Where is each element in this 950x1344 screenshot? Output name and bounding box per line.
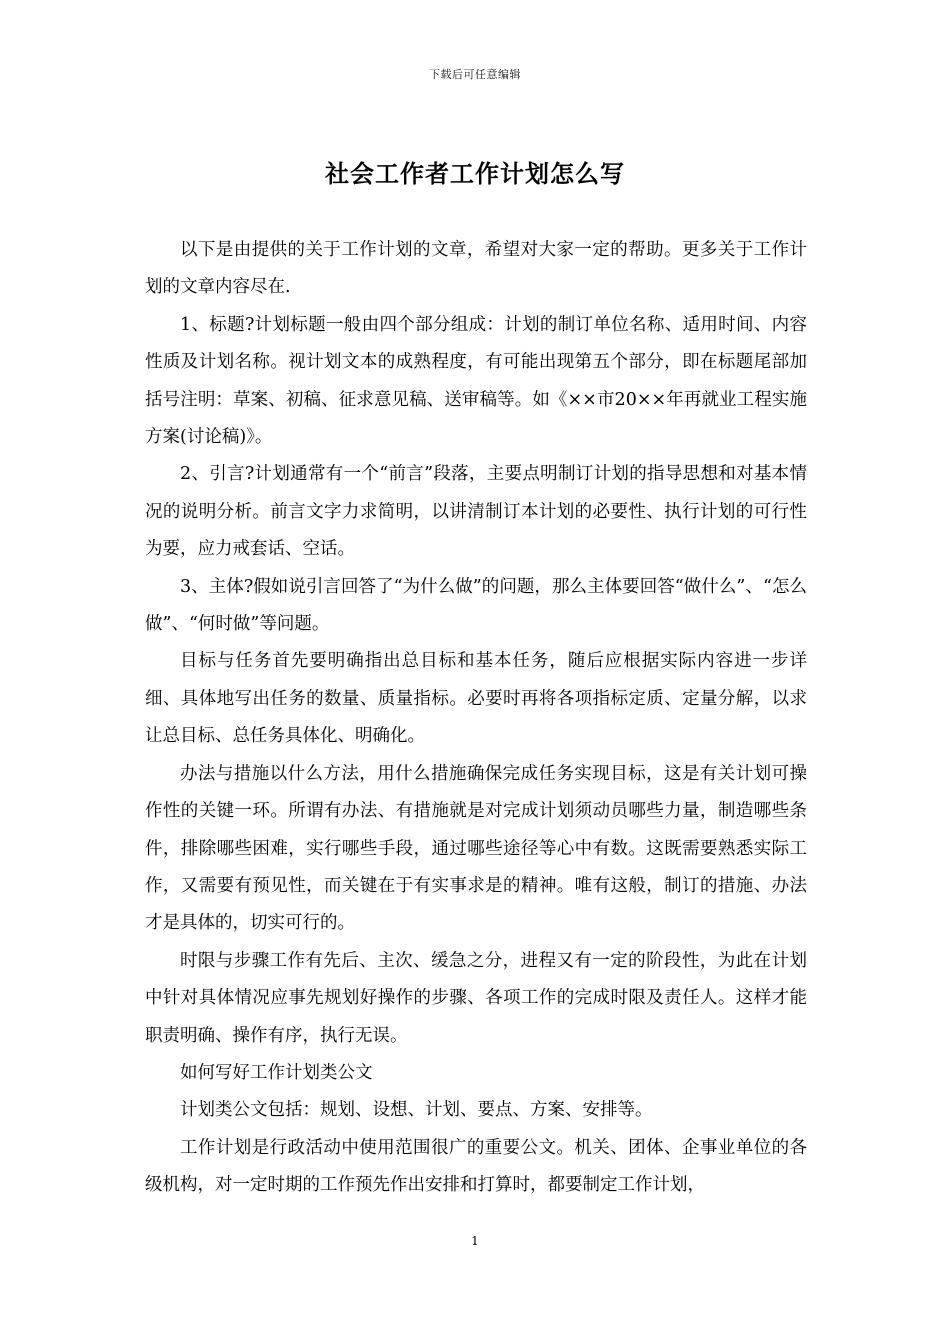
paragraph-body-section: 3、主体?假如说引言回答了“为什么做”的问题，那么主体要回答“做什么”、“怎么做”、“何时做”等问题。 xyxy=(145,576,807,635)
paragraph-subheading: 如何写好工作计划类公文 xyxy=(180,1062,373,1083)
paragraph-intro: 以下是由提供的关于工作计划的文章，希望对大家一定的帮助。更多关于工作计划的文章内容尽在. xyxy=(145,240,807,298)
header-note: 下载后可任意编辑 xyxy=(429,68,521,81)
paragraph-goals: 目标与任务首先要明确指出总目标和基本任务，随后应根据实际内容进一步详细、具体地写出任务的数量、质量指标。必要时再将各项指标定质、定量分解，以求让总目标、总任务具体化、明确化。 xyxy=(145,651,807,747)
paragraph-preface-section: 2、引言?计划通常有一个“前言”段落，主要点明制订计划的指导思想和对基本情况的说明分析。前言文字力求简明，以讲清制订本计划的必要性、执行计划的可行性为要，应力戒套话、空话。 xyxy=(145,464,807,560)
document-body xyxy=(145,232,807,1205)
paragraph-work-plan: 工作计划是行政活动中使用范围很广的重要公文。机关、团体、企事业单位的各级机构，对一定时期的工作预先作出安排和打算时，都要制定工作计划， xyxy=(145,1137,807,1196)
paragraph-title-section: 1、标题?计划标题一般由四个部分组成：计划的制订单位名称、适用时间、内容性质及计划名称。视计划文本的成熟程度，有可能出现第五个部分，即在标题尾部加括号注明：草案、初稿、征求意见稿、送审稿等。如《××市20××年再就业工程实施方案(讨论稿)》。 xyxy=(145,314,807,448)
paragraph-timeline: 时限与步骤工作有先后、主次、缓急之分，进程又有一定的阶段性，为此在计划中针对具体情况应事先规划好操作的步骤、各项工作的完成时限及责任人。这样才能职责明确、操作有序，执行无误。 xyxy=(145,950,807,1046)
page-number: 1 xyxy=(471,1234,479,1248)
paragraph-document-types: 计划类公文包括：规划、设想、计划、要点、方案、安排等。 xyxy=(180,1100,653,1121)
document-title: 社会工作者工作计划怎么写 xyxy=(325,159,625,188)
paragraph-methods: 办法与措施以什么方法，用什么措施确保完成任务实现目标，这是有关计划可操作性的关键一环。所谓有办法、有措施就是对完成计划须动员哪些力量，制造哪些条件，排除哪些困难，实行哪些手段，通过哪些途径等心中有数。这既需要熟悉实际工作，又需要有预见性，而关键在于有实事求是的精神。唯有这般，制订的措施、办法才是具体的，切实可行的。 xyxy=(145,763,807,934)
